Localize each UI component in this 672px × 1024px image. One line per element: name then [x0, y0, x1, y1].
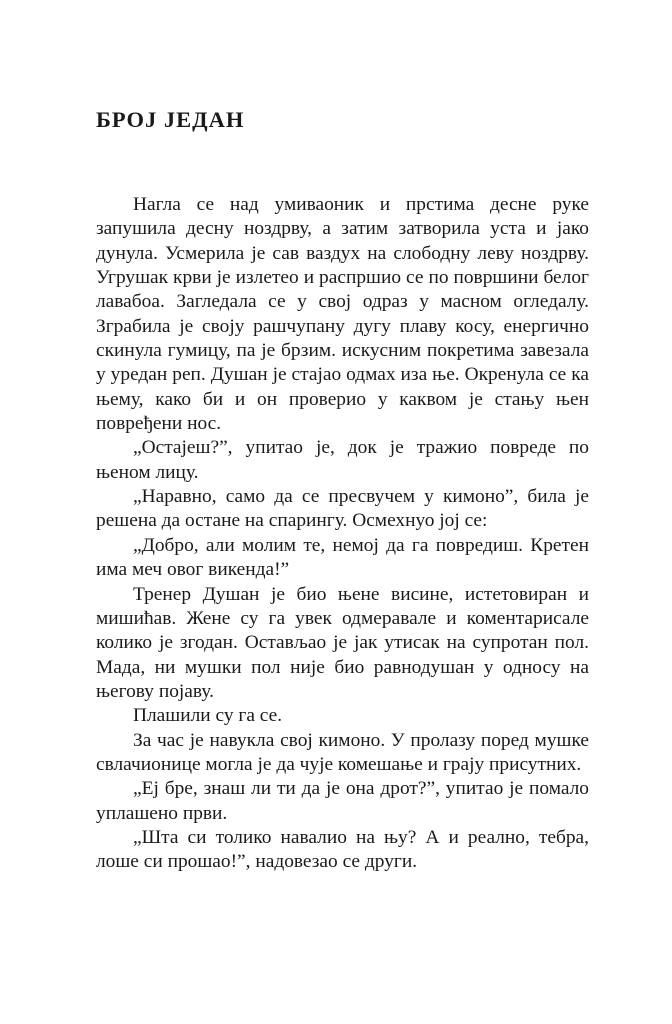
chapter-body	[96, 193, 589, 875]
paragraph: Плашили су га се.	[133, 705, 283, 727]
paragraph: Тренер Душан је био њене висине, истетовиран и мишићав. Жене су га увек одмеравале и коментарисале колико је згодан. Остављао је јак утисак на супротан пол. Мада, ни мушки пол није био равнодушан у односу на његову појаву.	[96, 583, 589, 702]
paragraph: Нагла се над умиваоник и прстима десне руке запушила десну ноздрву, а затим затворила уста и јако дунула. Усмерила је сав ваздух на слободну леву ноздрву. Угрушак крви је излетео и распршио се по површини белог лавабоа. Загледала се у свој одраз у масном огледалу. Зграбила је своју рашчупану дугу плаву косу, енергично скинула гумицу, па је брзим. искусним покретима завезала у уредан реп. Душан је стајао одмах иза ње. Окренула се ка њему, како би и он проверио у каквом је стању њен повређени нос.	[96, 194, 589, 435]
paragraph: За час је навукла свој кимоно. У пролазу поред мушке свлачионице могла је да чује комешање и грају присутних.	[96, 729, 589, 775]
chapter-title: БРОЈ ЈЕДАН	[96, 107, 245, 132]
paragraph: „Добро, али молим те, немој да га повредиш. Кретен има меч овог викенда!”	[96, 534, 589, 581]
paragraph: „Остајеш?”, упитао је, док је тражио повреде по њеном лицу.	[96, 437, 589, 483]
paragraph: „Еј бре, знаш ли ти да је она дрот?”, упитао је помало уплашено први.	[96, 778, 589, 824]
paragraph: „Шта си толико навалио на њу? А и реално, тебра, лоше си прошао!”, надовезао се други.	[96, 826, 589, 873]
paragraph: „Наравно, само да се пресвучем у кимоно”, била је решена да остане на спарингу. Осмехнуо јој се:	[96, 486, 589, 532]
